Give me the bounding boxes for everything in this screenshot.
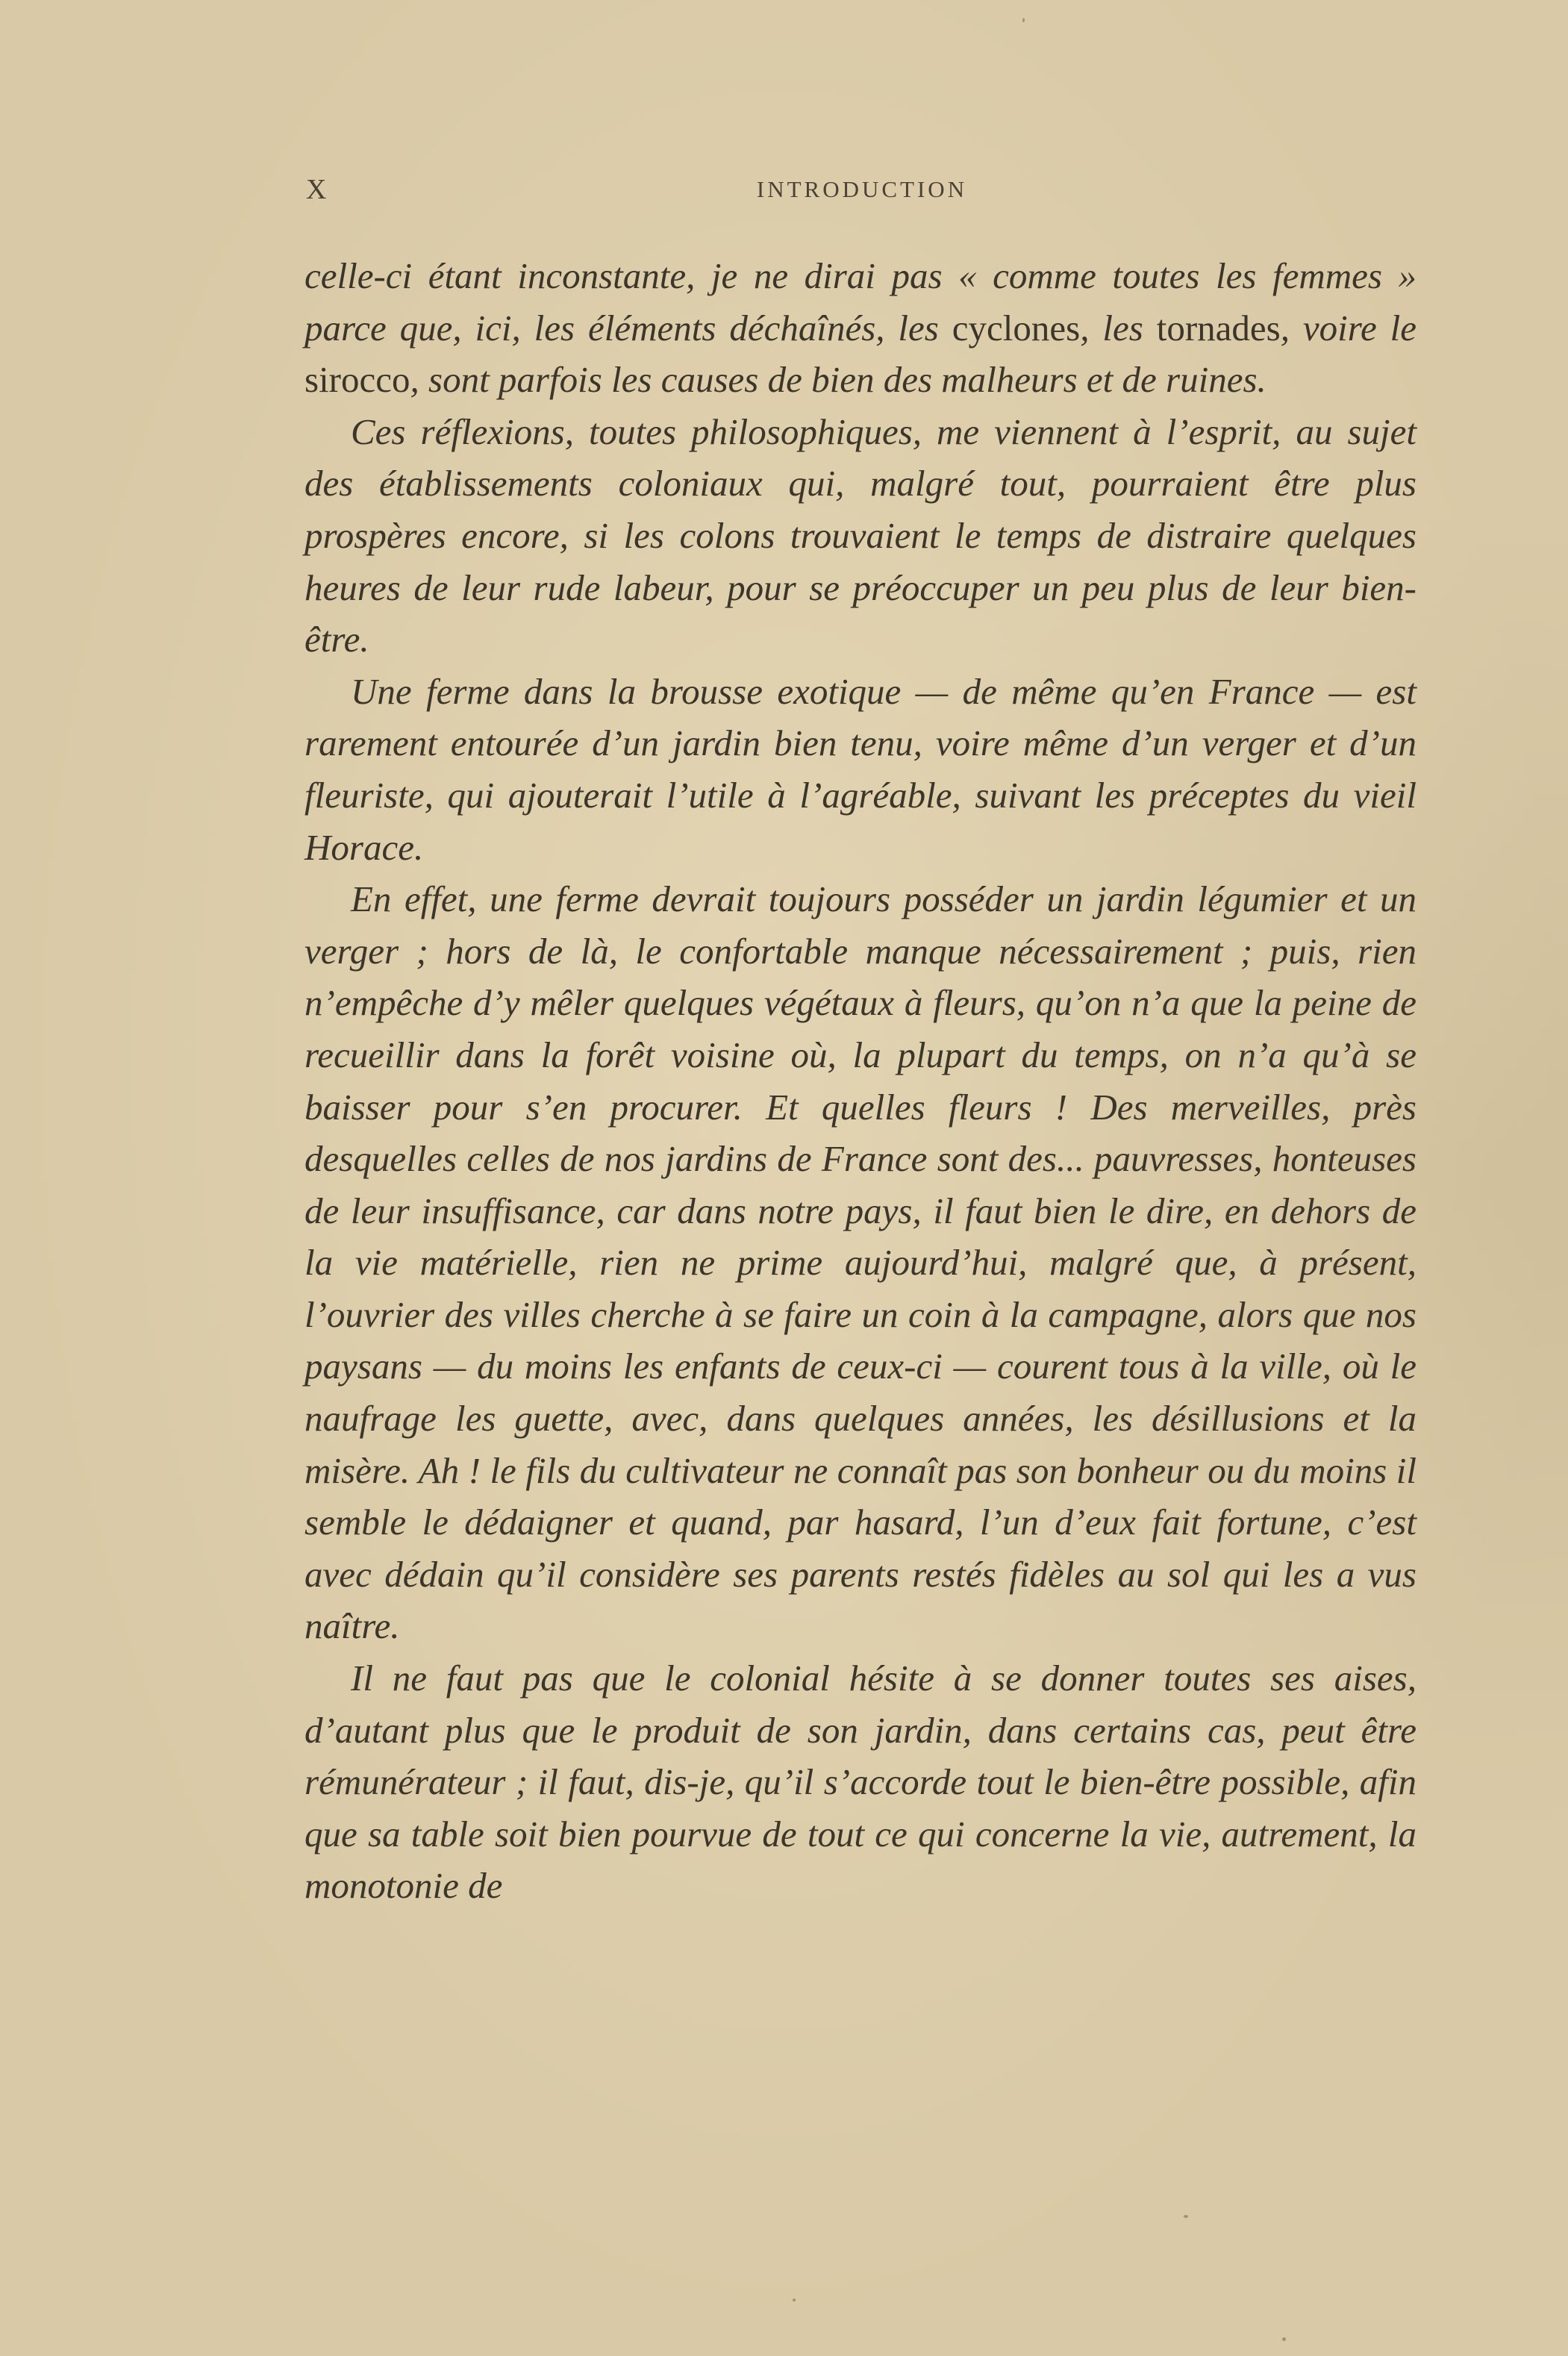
paper-speck — [1282, 2337, 1286, 2341]
running-title: INTRODUCTION — [756, 176, 968, 202]
word-sirocco: sirocco — [304, 359, 410, 401]
page-number: X — [306, 174, 328, 205]
word-cyclones: cyclones — [952, 307, 1081, 349]
paragraph-5: Il ne faut pas que le colonial hésite à se donner toutes ses aises, d’autant plus que le produit de son jardin, dans certains cas, peut être rémunérateur ; il faut, dis-je, qu’il s’accorde tout le bien-être possible, afin que sa table soit bien pourvue de tout ce qui concerne la vie, autrement, la monotonie de — [304, 1657, 1416, 1907]
running-head — [306, 173, 1418, 218]
paper-speck — [793, 2299, 796, 2302]
paragraph-1 — [304, 250, 1416, 406]
paper-speck — [1022, 18, 1025, 22]
paragraph-3: Une ferme dans la brousse exotique — de même qu’en France — est rarement entourée d’un jardin bien tenu, voire même d’un verger et d’un fleuriste, qui ajouterait l’utile à l’agréable, suivant les préceptes du vieil Horace. — [304, 670, 1416, 868]
paragraph-1-part-3: , voire le — [1280, 307, 1416, 349]
body-text — [304, 250, 1416, 1912]
paragraph-4: En effet, une ferme devrait toujours posséder un jardin légumier et un verger ; hors de là, le confortable manque nécessairement ; puis, rien n’empêche d’y mêler quelques végétaux à fleurs, qu’on n’a que la peine de recueillir dans la forêt voisine où, la plupart du temps, on n’a qu’à se baisser pour s’en procurer. Et quelles fleurs ! Des merveilles, près desquelles celles de nos jardins de France sont des... pauvresses, honteuses de leur insuffisance, car dans notre pays, il faut bien le dire, en dehors de la vie matérielle, rien ne prime aujourd’hui, malgré que, à présent, l’ouvrier des villes cherche à se faire un coin à la campagne, alors que nos paysans — du moins les enfants de ceux-ci — courent tous à la ville, où le naufrage les guette, avec, dans quelques années, les désillusions et la misère. Ah ! le fils du cultivateur ne connaît pas son bonheur ou du moins il semble le dédaigner et quand, par hasard, l’un d’eux fait fortune, c’est avec dédain qu’il considère ses parents restés fidèles au sol qui les a vus naître. — [304, 878, 1416, 1647]
paragraph-2: Ces réflexions, toutes philosophiques, me viennent à l’esprit, au sujet des établissements coloniaux qui, malgré tout, pourraient être plus prospères encore, si les colons trouvaient le temps de distraire quelques heures de leur rude labeur, pour se préoccuper un peu plus de leur bien-être. — [304, 410, 1416, 660]
paper-speck — [1184, 2215, 1188, 2218]
word-tornades: tornades — [1156, 307, 1281, 349]
paragraph-1-part-4: , sont parfois les causes de bien des malheurs et de ruines. — [410, 359, 1266, 401]
paragraph-1-part-2: , les — [1080, 307, 1157, 349]
paragraph-1-part-1: celle-ci étant inconstante, je ne dirai pas « comme toutes les femmes » parce que, ici, les éléments déchaînés, les — [304, 255, 1416, 349]
